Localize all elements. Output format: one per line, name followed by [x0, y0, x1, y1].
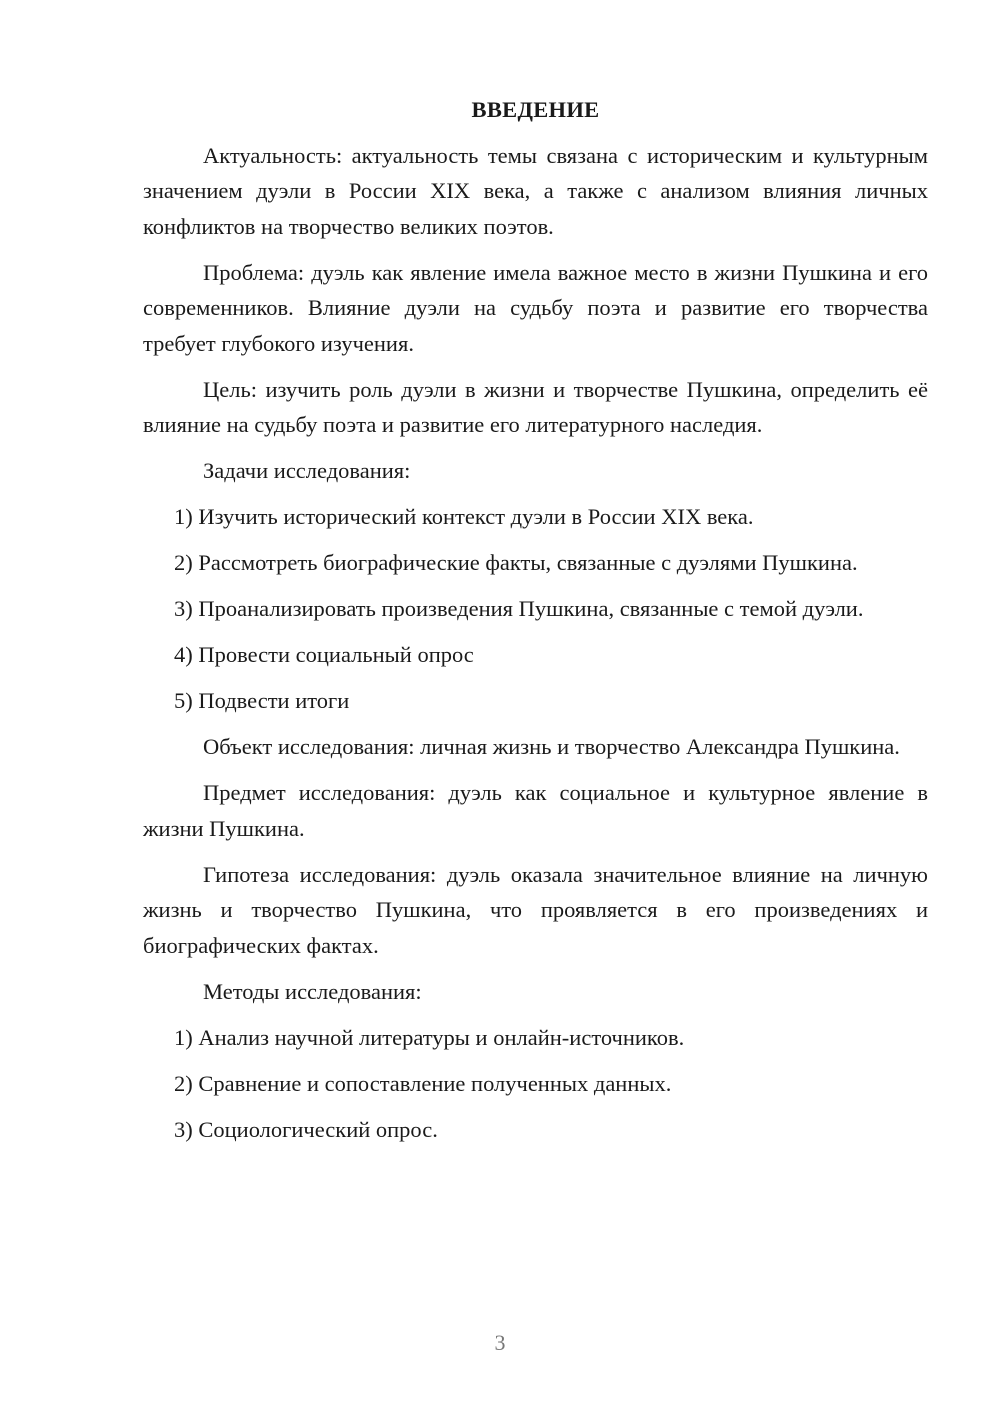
task-item: 1) Изучить исторический контекст дуэли в России XIX века.: [174, 504, 754, 529]
goal-paragraph: Цель: изучить роль дуэли в жизни и творчестве Пушкина, определить её влияние на судьбу поэта и развитие его литературного наследия.: [143, 376, 928, 437]
document-page: [143, 92, 928, 1158]
subject-paragraph: Предмет исследования: дуэль как социальное и культурное явление в жизни Пушкина.: [143, 780, 928, 841]
method-item: 2) Сравнение и сопоставление полученных данных.: [174, 1070, 672, 1096]
method-item: 3) Социологический опрос.: [174, 1116, 438, 1142]
task-item: 4) Провести социальный опрос: [174, 642, 474, 667]
hypothesis-paragraph: Гипотеза исследования: дуэль оказала значительное влияние на личную жизнь и творчество Пушкина, что проявляется в его произведениях и биографических фактах.: [143, 861, 928, 958]
object-paragraph: Объект исследования: личная жизнь и творчество Александра Пушкина.: [203, 734, 900, 759]
task-item: 3) Проанализировать произведения Пушкина, связанные с темой дуэли.: [174, 596, 864, 621]
relevance-paragraph: Актуальность: актуальность темы связана с историческим и культурным значением дуэли в России XIX века, а также с анализом влияния личных конфликтов на творчество великих поэтов.: [143, 142, 928, 239]
method-item: 1) Анализ научной литературы и онлайн-источников.: [174, 1024, 685, 1050]
task-item: 5) Подвести итоги: [174, 688, 350, 713]
section-title: ВВЕДЕНИЕ: [471, 97, 600, 122]
task-item: 2) Рассмотреть биографические факты, связанные с дуэлями Пушкина.: [174, 550, 858, 575]
tasks-heading: Задачи исследования:: [203, 458, 411, 483]
methods-heading: Методы исследования:: [203, 978, 422, 1004]
page-number: 3: [494, 1330, 506, 1355]
problem-paragraph: Проблема: дуэль как явление имела важное место в жизни Пушкина и его современников. Влияние дуэли на судьбу поэта и развитие его творчества требует глубокого изучения.: [143, 259, 928, 356]
